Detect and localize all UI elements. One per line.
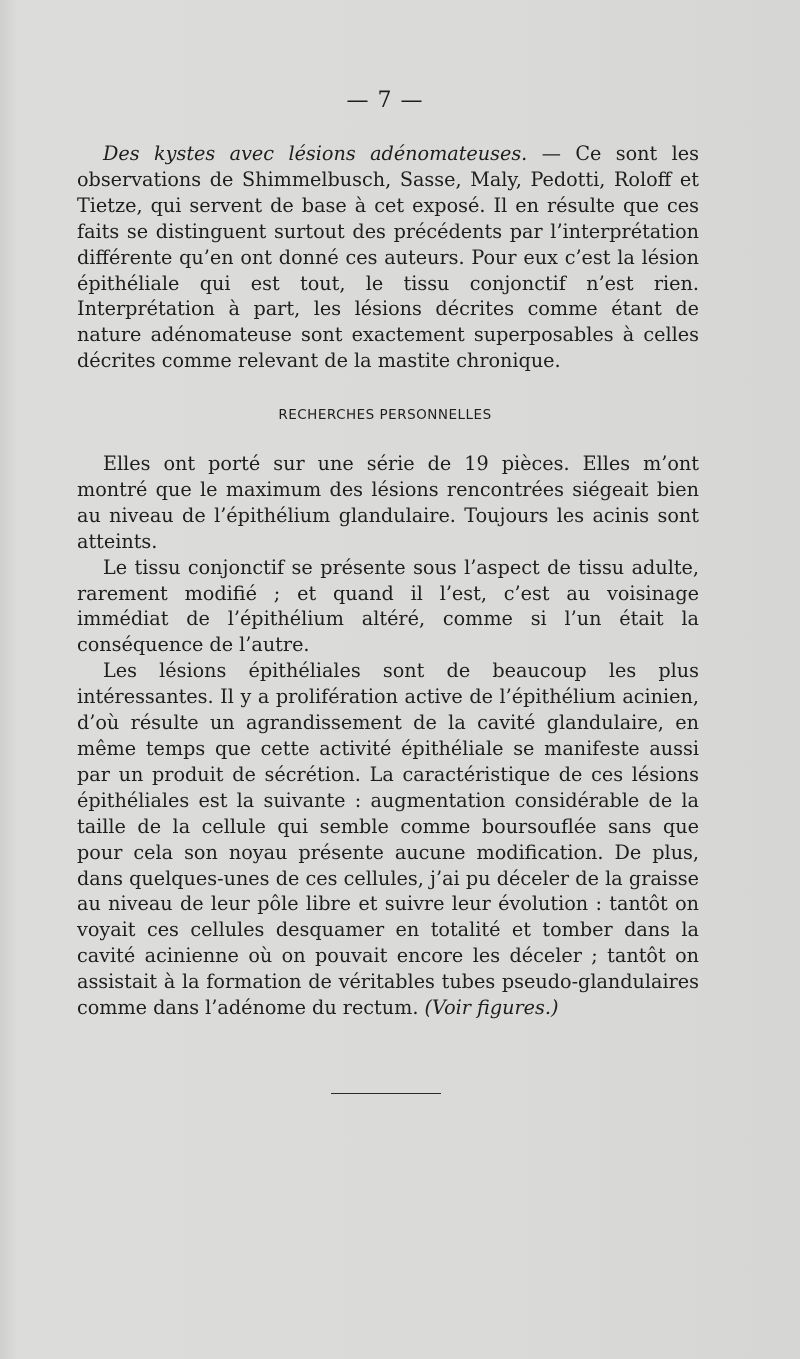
intro-body: — Ce sont les observations de Shimmelbusch, Sasse, Maly, Pedotti, Roloff et Tietze, qui servent de base à cet exposé. Il en résulte que ces faits se distinguent surtout des précédents par l’interprétation différente qu’en ont donné ces auteurs. Pour eux c’est la lésion épithéliale qui est tout, le tissu conjonctif n’est rien. Interprétation à part, les lésions décrites comme étant de nature adénomateuse sont exactement superposables à celles décrites comme relevant de la mastite chronique. (77, 142, 699, 373)
paragraph-3 (77, 658, 699, 1021)
page-number: — 7 — (346, 88, 424, 113)
intro-paragraph (77, 141, 699, 374)
paragraph-1: Elles ont porté sur une série de 19 pièces. Elles m’ont montré que le maximum des lésions rencontrées siégeait bien au niveau de l’épithélium glandulaire. Toujours les acinis sont atteints. (77, 452, 699, 553)
section-body (77, 451, 699, 1021)
closing-rule (331, 1093, 441, 1094)
figure-reference: (Voir figures.) (424, 996, 559, 1020)
paragraph-3-text: Les lésions épithéliales sont de beaucoup les plus intéressantes. Il y a prolifération active de l’épithélium acinien, d’où résulte un agrandissement de la cavité glandulaire, en même temps que cette activité épithéliale se manifeste aussi par un produit de sécrétion. La caractéristique de ces lésions épithéliales est la suivante : augmentation considérable de la taille de la cellule qui semble comme boursouflée sans que pour cela son noyau présente aucune modification. De plus, dans quelques-unes de ces cellules, j’ai pu déceler de la graisse au niveau de leur pôle libre et suivre leur évolution : tantôt on voyait ces cellules desquamer en totalité et tomber dans la cavité acinienne où on pouvait encore les déceler ; tantôt on assistait à la formation de véritables tubes pseudo-glandulaires comme dans l’adénome du rectum. (77, 659, 699, 1020)
section-heading: RECHERCHES PERSONNELLES (278, 407, 492, 423)
paragraph-2: Le tissu conjonctif se présente sous l’aspect de tissu adulte, rarement modifié ; et quand il l’est, c’est au voisinage immédiat de l’épithélium altéré, comme si l’un était la conséquence de l’autre. (77, 555, 699, 657)
intro-lead-title: Des kystes avec lésions adénomateuses. (103, 142, 528, 165)
